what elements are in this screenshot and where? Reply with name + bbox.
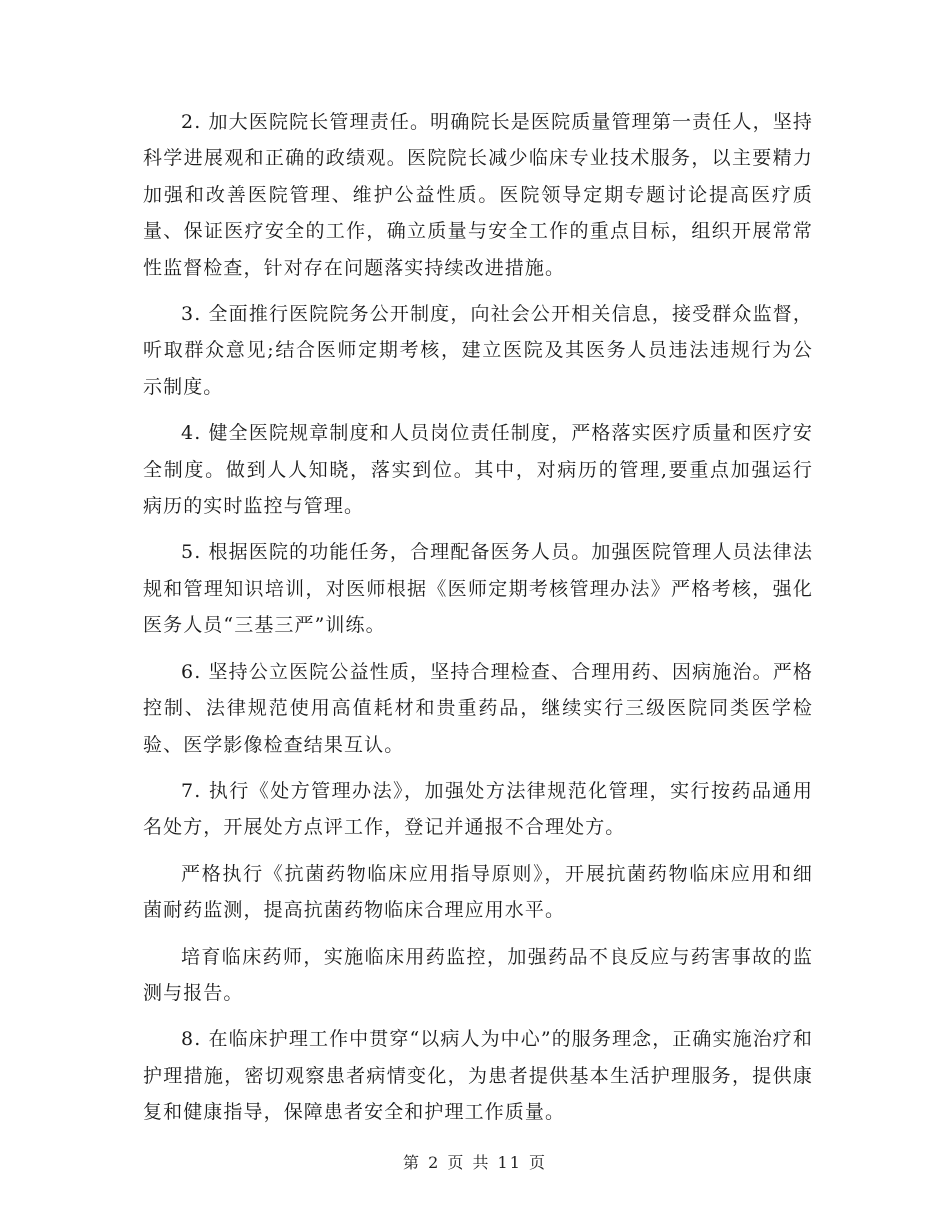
paragraph-antibiotics: 严格执行《抗菌药物临床应用指导原则》，开展抗菌药物临床应用和细菌耐药监测，提高抗菌药物临床合理应用水平。 (143, 862, 813, 922)
paragraph-item-7: 7. 执行《处方管理办法》，加强处方法律规范化管理，实行按药品通用名处方，开展处方点评工作，登记并通报不合理处方。 (143, 779, 813, 839)
document-body (143, 104, 813, 1141)
page-number-footer: 第 2 页 共 11 页 (403, 1153, 547, 1172)
paragraph-item-8: 8. 在临床护理工作中贯穿“以病人为中心”的服务理念，正确实施治疗和护理措施，密切观察患者病情变化，为患者提供基本生活护理服务，提供康复和健康指导，保障患者安全和护理工作质量。 (143, 1028, 813, 1124)
paragraph-item-3: 3. 全面推行医院院务公开制度，向社会公开相关信息，接受群众监督，听取群众意见;结合医师定期考核，建立医院及其医务人员违法违规行为公示制度。 (143, 303, 813, 398)
paragraph-item-5: 5. 根据医院的功能任务，合理配备医务人员。加强医院管理人员法律法规和管理知识培训，对医师根据《医师定期考核管理办法》严格考核，强化医务人员“三基三严”训练。 (143, 541, 813, 637)
paragraph-item-4: 4. 健全医院规章制度和人员岗位责任制度，严格落实医疗质量和医疗安全制度。做到人人知晓，落实到位。其中，对病历的管理,要重点加强运行病历的实时监控与管理。 (143, 422, 813, 518)
paragraph-item-6: 6. 坚持公立医院公益性质，坚持合理检查、合理用药、因病施治。严格控制、法律规范使用高值耗材和贵重药品，继续实行三级医院同类医学检验、医学影像检查结果互认。 (143, 660, 813, 756)
paragraph-item-2: 2. 加大医院院长管理责任。明确院长是医院质量管理第一责任人，坚持科学进展观和正确的政绩观。医院院长减少临床专业技术服务，以主要精力加强和改善医院管理、维护公益性质。医院领导定期专题讨论提高医疗质量、保证医疗安全的工作，确立质量与安全工作的重点目标，组织开展常常性监督检查，针对存在问题落实持续改进措施。 (143, 111, 813, 279)
paragraph-clinical-pharmacist: 培育临床药师，实施临床用药监控，加强药品不良反应与药害事故的监测与报告。 (143, 945, 813, 1004)
